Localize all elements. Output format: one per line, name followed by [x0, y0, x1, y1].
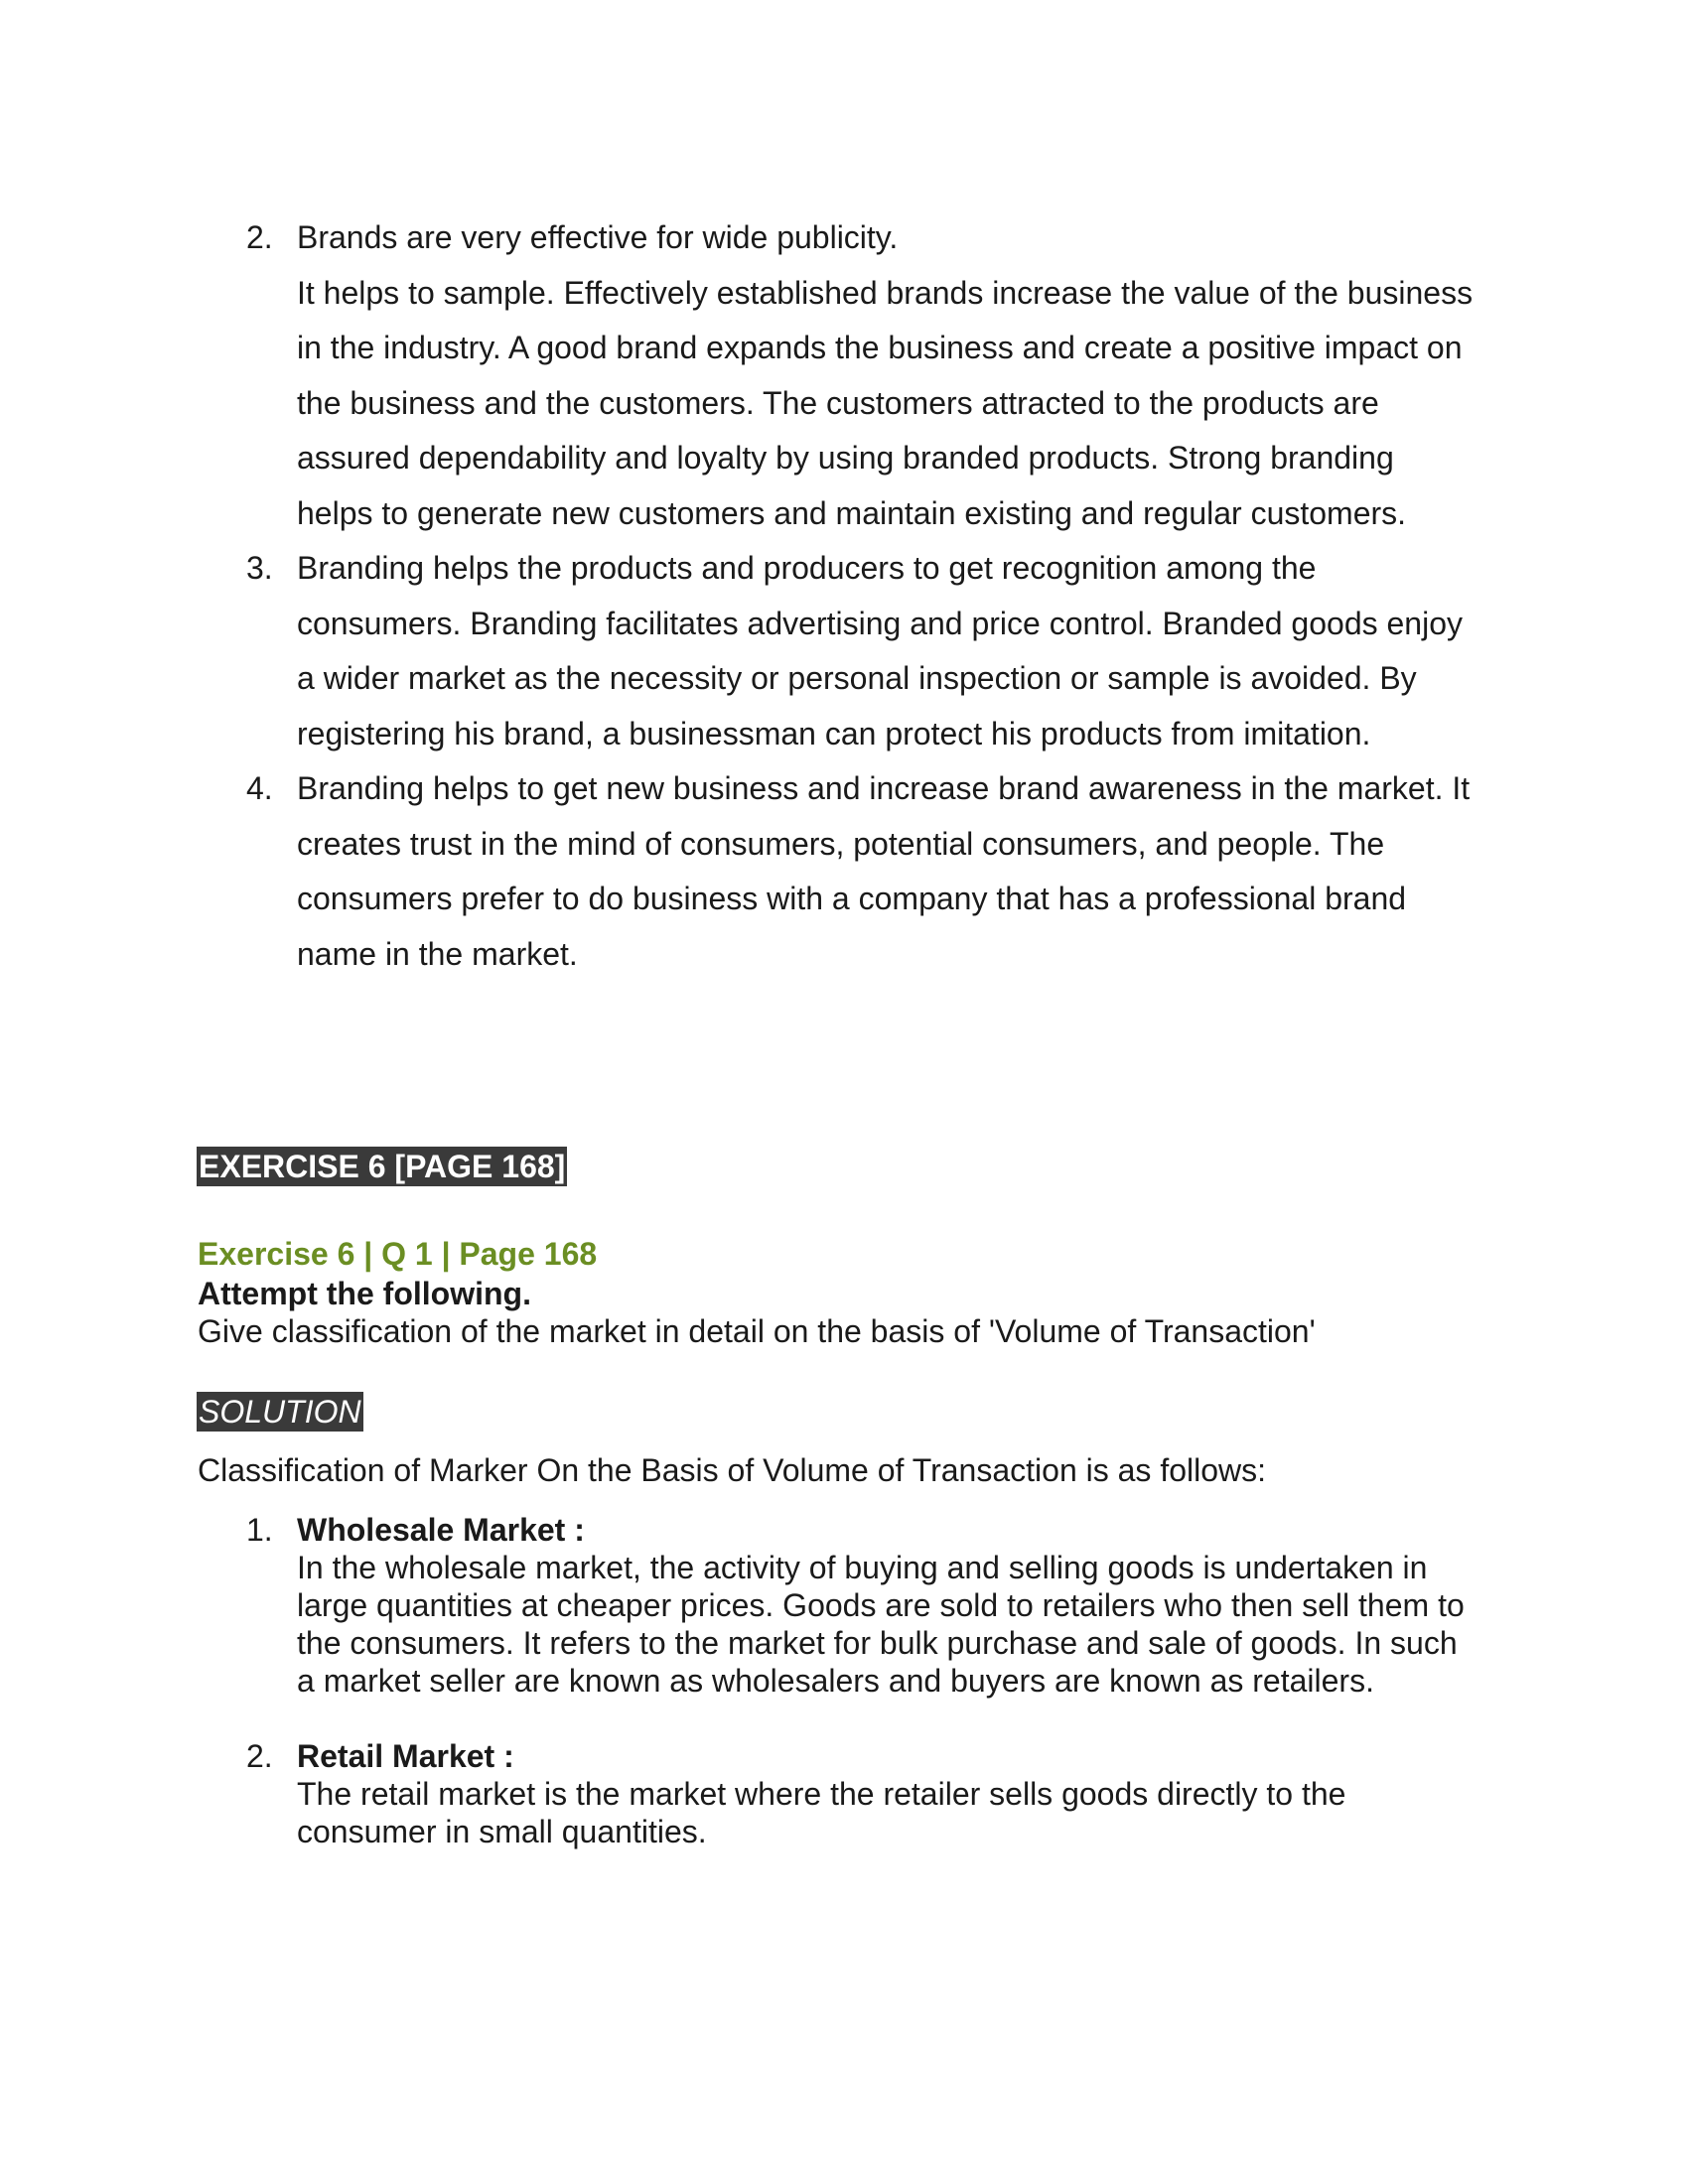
list-item — [246, 1737, 1477, 1850]
list-item-body: In the wholesale market, the activity of buying and selling goods is undertaken in large quantities at cheaper prices. Goods are sold to retailers who then sell them to the consumers. It refers to the market for bulk purchase and sale of goods. In such a market seller are known as wholesalers and buyers are known as retailers. — [297, 1550, 1465, 1699]
list-item-number: 4. — [246, 770, 273, 806]
exercise-section-header: EXERCISE 6 [PAGE 168] — [199, 1149, 566, 1184]
list-item-body: The retail market is the market where the retailer sells goods directly to the consumer in small quantities. — [297, 1776, 1346, 1849]
list-item — [246, 210, 1477, 541]
list-item-number: 2. — [246, 219, 273, 255]
solution-label: SOLUTION — [199, 1394, 361, 1430]
list-item — [246, 761, 1477, 982]
question-text: Give classification of the market in detail on the basis of 'Volume of Transaction' — [198, 1313, 1316, 1349]
list-item-number: 1. — [246, 1512, 273, 1548]
list-item-heading: Brands are very effective for wide publicity. — [297, 219, 899, 255]
attempt-instruction: Attempt the following. — [198, 1276, 531, 1311]
list-item-body: It helps to sample. Effectively established brands increase the value of the business in the industry. A good brand expands the business and create a positive impact on the business and the customers. The customers attracted to the products are assured dependability and loyalty by using branded products. Strong branding helps to generate new customers and maintain existing and regular customers. — [297, 274, 1474, 531]
exercise-question-reference: Exercise 6 | Q 1 | Page 168 — [198, 1236, 598, 1272]
list-item — [246, 541, 1477, 761]
list-item-number: 2. — [246, 1738, 273, 1774]
list-item-term: Retail Market : — [297, 1738, 514, 1774]
branding-benefits-list — [246, 210, 1477, 982]
list-item-body: Branding helps the products and producers to get recognition among the consumers. Branding facilitates advertising and price control. Branded goods enjoy a wider market as the necessity or personal inspection or sample is avoided. By registering his brand, a businessman can protect his products from imitation. — [297, 550, 1463, 751]
list-item — [246, 1511, 1477, 1700]
list-item-term: Wholesale Market : — [297, 1512, 585, 1548]
list-item-number: 3. — [246, 550, 273, 586]
market-classification-list — [246, 1511, 1477, 1888]
solution-intro: Classification of Marker On the Basis of Volume of Transaction is as follows: — [198, 1452, 1267, 1488]
list-item-body: Branding helps to get new business and increase brand awareness in the market. It creates trust in the mind of consumers, potential consumers, and people. The consumers prefer to do business with a company that has a professional brand name in the market. — [297, 770, 1471, 972]
